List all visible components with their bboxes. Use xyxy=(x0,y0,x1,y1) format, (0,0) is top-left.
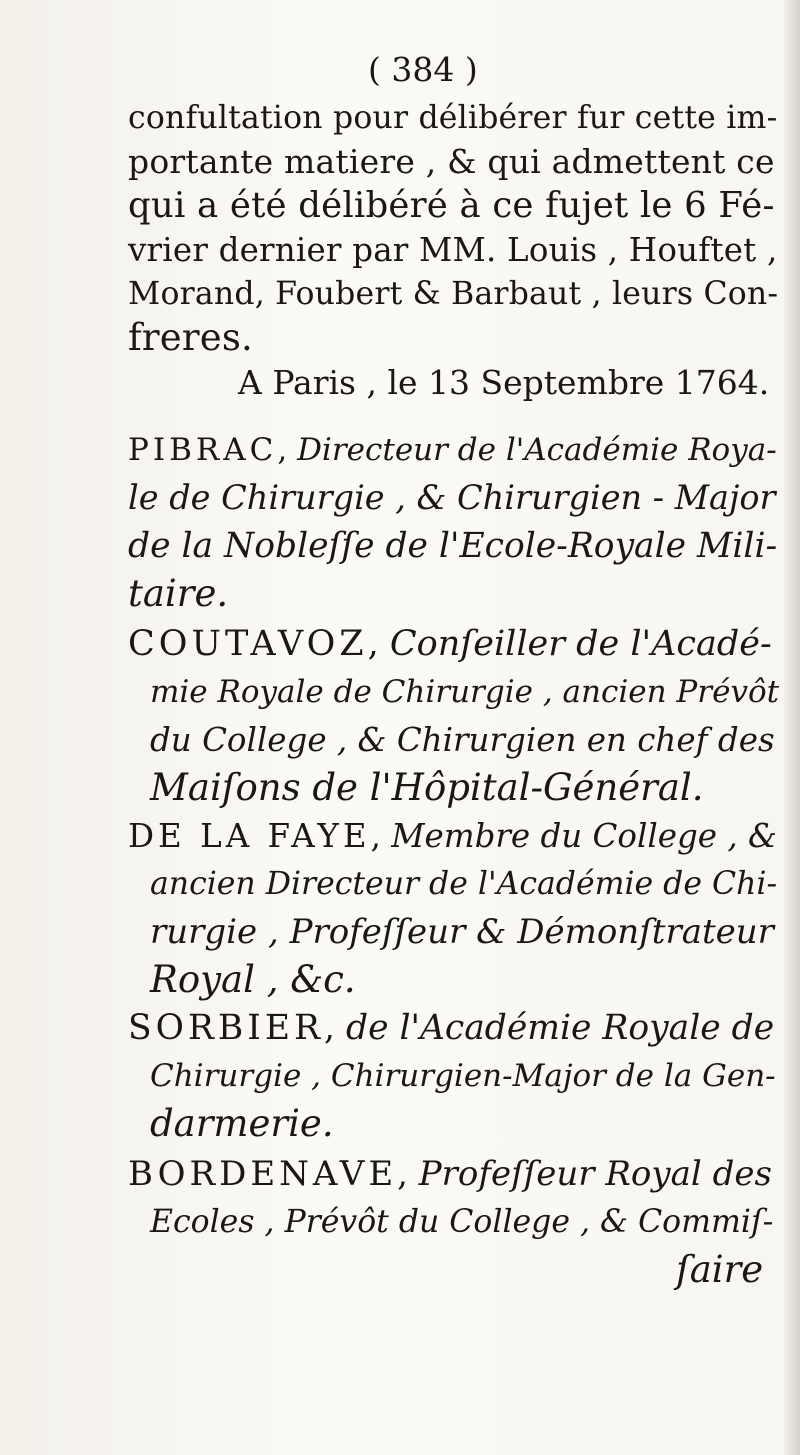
signatory-name: COUTAVOZ xyxy=(128,624,368,664)
signatory-name: SORBIER xyxy=(128,1008,325,1048)
catchword: ſaire xyxy=(676,1248,764,1291)
dateline: A Paris , le 13 Septembre 1764. xyxy=(238,363,770,402)
signatory-title: de l'Académie Royale de xyxy=(345,1008,775,1048)
signatory-title: Ecoles , Prévôt du College , & Commiſ- xyxy=(150,1204,774,1240)
name-separator: , xyxy=(397,1154,408,1194)
signatory-title: taire. xyxy=(128,572,229,615)
paragraph-line: freres. xyxy=(128,316,254,359)
paragraph-line: qui a été délibéré à ce fujet le 6 Fé- xyxy=(128,185,775,226)
name-separator: , xyxy=(277,432,288,468)
signatory-title: Conſeiller de l'Acadé- xyxy=(389,624,772,664)
signatory-name: BORDENAVE xyxy=(128,1154,398,1194)
paragraph-line: vrier dernier par MM. Louis , Houftet , xyxy=(128,231,778,269)
signatory-title: Profeſſeur Royal des xyxy=(418,1154,772,1194)
signatory-title: le de Chirurgie , & Chirurgien - Major xyxy=(128,478,776,517)
page-number: ( 384 ) xyxy=(368,50,478,89)
signatory-entry xyxy=(128,1006,774,1050)
signatory-title: darmerie. xyxy=(150,1102,334,1145)
signatory-title: rurgie , Profeſſeur & Démonſtrateur xyxy=(150,912,774,952)
signatory-entry xyxy=(128,814,777,858)
paragraph-line: portante matiere , & qui admettent ce xyxy=(128,142,775,181)
signatory-title: Membre du College , & xyxy=(391,817,777,855)
signatory-title: Chirurgie , Chirurgien-Major de la Gen- xyxy=(150,1058,776,1094)
page-edge xyxy=(784,0,800,1455)
name-separator: , xyxy=(370,817,381,855)
signatory-title: Royal , &c. xyxy=(150,958,356,1001)
name-separator: , xyxy=(324,1008,336,1048)
signatory-entry xyxy=(128,428,777,472)
signatory-title: de la Nobleſſe de l'Ecole-Royale Mili- xyxy=(128,526,778,566)
signatory-name: PIBRAC xyxy=(128,432,278,468)
paragraph-line: confultation pour délibérer fur cette im- xyxy=(128,100,778,136)
signatory-title: Maiſons de l'Hôpital-Général. xyxy=(150,766,704,809)
signatory-title: mie Royale de Chirurgie , ancien Prévôt xyxy=(150,674,780,710)
signatory-title: Directeur de l'Académie Roya- xyxy=(297,432,777,468)
signatory-name: DE LA FAYE xyxy=(128,817,371,855)
signatory-title: ancien Directeur de l'Académie de Chi- xyxy=(150,866,778,902)
signatory-entry xyxy=(128,622,772,666)
paragraph-line: Morand, Foubert & Barbaut , leurs Con- xyxy=(128,276,779,312)
signatory-entry xyxy=(128,1152,772,1196)
name-separator: , xyxy=(367,624,379,664)
signatory-title: du College , & Chirurgien en chef des xyxy=(150,721,775,759)
